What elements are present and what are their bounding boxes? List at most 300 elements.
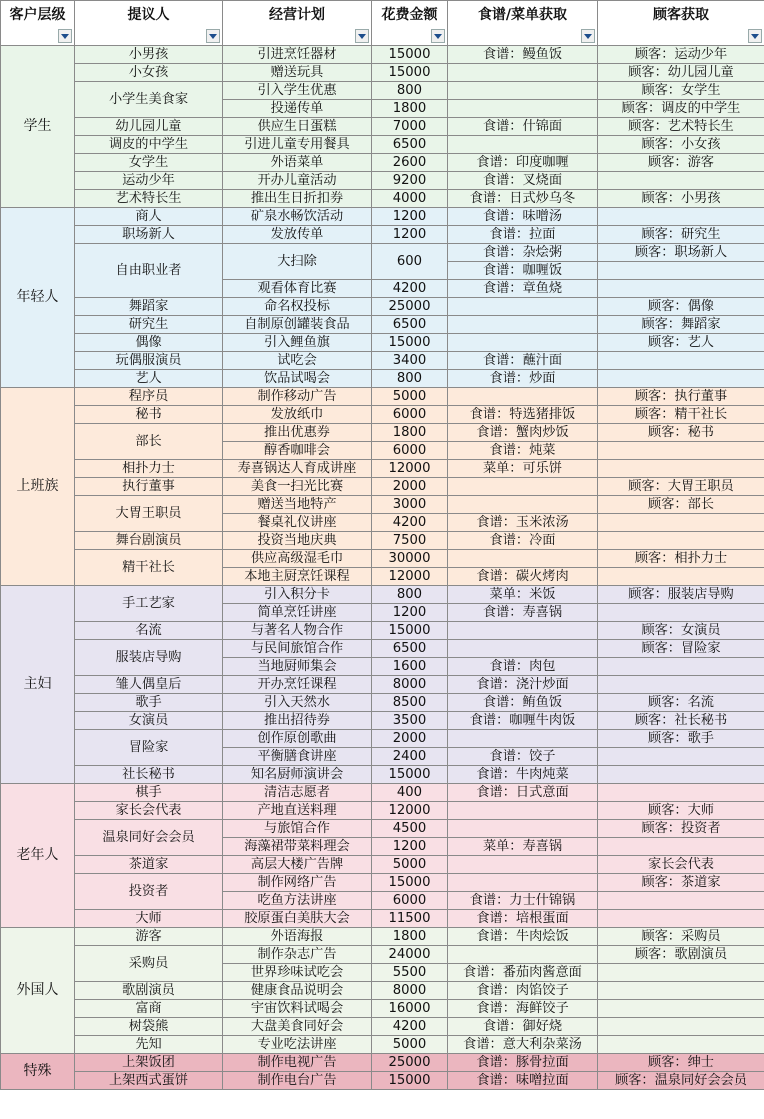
customer-cell[interactable]: 顾客：女学生 — [598, 82, 764, 100]
proposer-cell[interactable]: 相扑力士 — [75, 460, 223, 478]
table-row — [1, 1072, 764, 1090]
proposer-cell[interactable]: 部长 — [75, 424, 223, 460]
customer-cell[interactable] — [598, 370, 764, 388]
proposer-cell[interactable]: 调皮的中学生 — [75, 136, 223, 154]
recipe-cell[interactable]: 食谱：拉面 — [448, 226, 598, 244]
plan-cell[interactable]: 制作网络广告 — [223, 874, 372, 892]
proposer-cell[interactable]: 冒险家 — [75, 730, 223, 766]
plan-cell[interactable]: 当地厨师集会 — [223, 658, 372, 676]
cost-cell[interactable]: 1800 — [372, 424, 448, 442]
recipe-cell[interactable] — [448, 82, 598, 100]
plan-cell[interactable]: 发放传单 — [223, 226, 372, 244]
cost-cell[interactable]: 11500 — [372, 910, 448, 928]
customer-cell[interactable] — [598, 1000, 764, 1018]
proposer-cell[interactable]: 大师 — [75, 910, 223, 928]
cost-cell[interactable]: 16000 — [372, 1000, 448, 1018]
proposer-cell[interactable]: 富商 — [75, 1000, 223, 1018]
customer-cell[interactable]: 顾客：歌剧演员 — [598, 946, 764, 964]
filter-dropdown-icon[interactable] — [431, 29, 445, 43]
proposer-cell[interactable]: 采购员 — [75, 946, 223, 982]
proposer-cell[interactable]: 偶像 — [75, 334, 223, 352]
plan-cell[interactable]: 美食一扫光比赛 — [223, 478, 372, 496]
recipe-cell[interactable] — [448, 730, 598, 748]
proposer-cell[interactable]: 小女孩 — [75, 64, 223, 82]
customer-cell[interactable]: 顾客：相扑力士 — [598, 550, 764, 568]
proposer-cell[interactable]: 手工艺家 — [75, 586, 223, 622]
proposer-cell[interactable]: 运动少年 — [75, 172, 223, 190]
recipe-cell[interactable]: 食谱：豚骨拉面 — [448, 1054, 598, 1072]
plan-cell[interactable]: 供应高级湿毛巾 — [223, 550, 372, 568]
cost-cell[interactable]: 8500 — [372, 694, 448, 712]
cost-cell[interactable]: 6000 — [372, 406, 448, 424]
cost-cell[interactable]: 25000 — [372, 1054, 448, 1072]
plan-cell[interactable]: 海藻裙带菜料理会 — [223, 838, 372, 856]
plan-cell[interactable]: 引入鲤鱼旗 — [223, 334, 372, 352]
customer-cell[interactable] — [598, 172, 764, 190]
tier-cell[interactable]: 外国人 — [1, 928, 75, 1054]
customer-cell[interactable] — [598, 280, 764, 298]
customer-cell[interactable]: 顾客：部长 — [598, 496, 764, 514]
recipe-cell[interactable]: 食谱：牛肉炖菜 — [448, 766, 598, 784]
plan-cell[interactable]: 简单烹饪讲座 — [223, 604, 372, 622]
recipe-cell[interactable]: 食谱：咖喱牛肉饭 — [448, 712, 598, 730]
customer-cell[interactable]: 顾客：采购员 — [598, 928, 764, 946]
cost-cell[interactable]: 600 — [372, 244, 448, 280]
recipe-cell[interactable]: 食谱：日式意面 — [448, 784, 598, 802]
filter-dropdown-icon[interactable] — [58, 29, 72, 43]
plan-cell[interactable]: 制作移动广告 — [223, 388, 372, 406]
plan-cell[interactable]: 引进儿童专用餐具 — [223, 136, 372, 154]
recipe-cell[interactable] — [448, 550, 598, 568]
proposer-cell[interactable]: 舞台剧演员 — [75, 532, 223, 550]
proposer-cell[interactable]: 小学生美食家 — [75, 82, 223, 118]
customer-cell[interactable]: 顾客：小男孩 — [598, 190, 764, 208]
cost-cell[interactable]: 7500 — [372, 532, 448, 550]
plan-cell[interactable]: 推出生日折扣券 — [223, 190, 372, 208]
plan-cell[interactable]: 产地直送料理 — [223, 802, 372, 820]
proposer-cell[interactable]: 女演员 — [75, 712, 223, 730]
customer-cell[interactable] — [598, 748, 764, 766]
recipe-cell[interactable]: 食谱：炒面 — [448, 370, 598, 388]
recipe-cell[interactable]: 食谱：寿喜锅 — [448, 604, 598, 622]
plan-cell[interactable]: 平衡膳食讲座 — [223, 748, 372, 766]
cost-cell[interactable]: 6000 — [372, 442, 448, 460]
cost-cell[interactable]: 1200 — [372, 604, 448, 622]
recipe-cell[interactable]: 食谱：鲔鱼饭 — [448, 694, 598, 712]
plan-cell[interactable]: 开办儿童活动 — [223, 172, 372, 190]
customer-cell[interactable] — [598, 460, 764, 478]
plan-cell[interactable]: 制作电视广告 — [223, 1054, 372, 1072]
filter-dropdown-icon[interactable] — [748, 29, 762, 43]
proposer-cell[interactable]: 歌手 — [75, 694, 223, 712]
customer-cell[interactable]: 顾客：艺人 — [598, 334, 764, 352]
recipe-cell[interactable]: 食谱：叉烧面 — [448, 172, 598, 190]
recipe-cell[interactable]: 食谱：冷面 — [448, 532, 598, 550]
plan-cell[interactable]: 引入天然水 — [223, 694, 372, 712]
cost-cell[interactable]: 3000 — [372, 496, 448, 514]
recipe-cell[interactable] — [448, 478, 598, 496]
proposer-cell[interactable]: 艺术特长生 — [75, 190, 223, 208]
recipe-cell[interactable]: 食谱：章鱼烧 — [448, 280, 598, 298]
plan-cell[interactable]: 投递传单 — [223, 100, 372, 118]
customer-cell[interactable]: 顾客：职场新人 — [598, 244, 764, 262]
recipe-cell[interactable]: 菜单：寿喜锅 — [448, 838, 598, 856]
cost-cell[interactable]: 800 — [372, 586, 448, 604]
recipe-cell[interactable]: 食谱：培根蛋面 — [448, 910, 598, 928]
proposer-cell[interactable]: 精干社长 — [75, 550, 223, 586]
recipe-cell[interactable] — [448, 946, 598, 964]
table-body — [1, 46, 764, 1090]
plan-cell[interactable]: 大扫除 — [223, 244, 372, 280]
proposer-cell[interactable]: 投资者 — [75, 874, 223, 910]
plan-cell[interactable]: 引入学生优惠 — [223, 82, 372, 100]
filter-dropdown-icon[interactable] — [581, 29, 595, 43]
plan-cell[interactable]: 推出招待券 — [223, 712, 372, 730]
table-row — [1, 424, 764, 442]
table-row — [1, 856, 764, 874]
cost-cell[interactable]: 30000 — [372, 550, 448, 568]
customer-cell[interactable] — [598, 568, 764, 586]
cost-cell[interactable]: 4500 — [372, 820, 448, 838]
plan-cell[interactable]: 世界珍味试吃会 — [223, 964, 372, 982]
recipe-cell[interactable] — [448, 874, 598, 892]
cost-cell[interactable]: 6500 — [372, 136, 448, 154]
customer-cell[interactable] — [598, 784, 764, 802]
customer-cell[interactable]: 顾客：歌手 — [598, 730, 764, 748]
recipe-cell[interactable] — [448, 622, 598, 640]
cost-cell[interactable]: 8000 — [372, 676, 448, 694]
customer-cell[interactable] — [598, 352, 764, 370]
plan-cell[interactable]: 醇香咖啡会 — [223, 442, 372, 460]
proposer-cell[interactable]: 游客 — [75, 928, 223, 946]
cost-cell[interactable]: 24000 — [372, 946, 448, 964]
recipe-cell[interactable] — [448, 136, 598, 154]
cost-cell[interactable]: 5000 — [372, 1036, 448, 1054]
customer-cell[interactable]: 顾客：研究生 — [598, 226, 764, 244]
customer-cell[interactable] — [598, 964, 764, 982]
table-row — [1, 154, 764, 172]
cost-cell[interactable]: 9200 — [372, 172, 448, 190]
proposer-cell[interactable]: 艺人 — [75, 370, 223, 388]
cost-cell[interactable]: 12000 — [372, 802, 448, 820]
cost-cell[interactable]: 4000 — [372, 190, 448, 208]
plan-cell[interactable]: 清洁志愿者 — [223, 784, 372, 802]
plan-cell[interactable]: 外语海报 — [223, 928, 372, 946]
plan-cell[interactable]: 开办烹饪课程 — [223, 676, 372, 694]
recipe-cell[interactable]: 食谱：什锦面 — [448, 118, 598, 136]
cost-cell[interactable]: 1800 — [372, 928, 448, 946]
filter-dropdown-icon[interactable] — [355, 29, 369, 43]
customer-cell[interactable]: 顾客：舞蹈家 — [598, 316, 764, 334]
customer-cell[interactable]: 顾客：冒险家 — [598, 640, 764, 658]
cost-cell[interactable]: 15000 — [372, 46, 448, 64]
table-row — [1, 874, 764, 892]
cost-cell[interactable]: 5500 — [372, 964, 448, 982]
plan-cell[interactable]: 知名厨师演讲会 — [223, 766, 372, 784]
plan-cell[interactable]: 本地主厨烹饪课程 — [223, 568, 372, 586]
recipe-cell[interactable]: 食谱：御好烧 — [448, 1018, 598, 1036]
proposer-cell[interactable]: 家长会代表 — [75, 802, 223, 820]
cost-cell[interactable]: 12000 — [372, 460, 448, 478]
cost-cell[interactable]: 15000 — [372, 334, 448, 352]
recipe-cell[interactable]: 食谱：日式炒乌冬 — [448, 190, 598, 208]
cost-cell[interactable]: 4200 — [372, 1018, 448, 1036]
plan-cell[interactable]: 胶原蛋白美肤大会 — [223, 910, 372, 928]
customer-cell[interactable] — [598, 208, 764, 226]
customer-cell[interactable]: 顾客：偶像 — [598, 298, 764, 316]
tier-cell[interactable]: 老年人 — [1, 784, 75, 928]
proposer-cell[interactable]: 名流 — [75, 622, 223, 640]
plan-cell[interactable]: 制作电台广告 — [223, 1072, 372, 1090]
customer-cell[interactable]: 顾客：小女孩 — [598, 136, 764, 154]
plan-cell[interactable]: 大盘美食同好会 — [223, 1018, 372, 1036]
recipe-cell[interactable]: 食谱：鳗鱼饭 — [448, 46, 598, 64]
recipe-cell[interactable]: 食谱：蟹肉炒饭 — [448, 424, 598, 442]
recipe-cell[interactable]: 食谱：印度咖喱 — [448, 154, 598, 172]
customer-cell[interactable] — [598, 604, 764, 622]
proposer-cell[interactable]: 女学生 — [75, 154, 223, 172]
proposer-cell[interactable]: 自由职业者 — [75, 244, 223, 298]
customer-cell[interactable]: 顾客：名流 — [598, 694, 764, 712]
recipe-cell[interactable]: 食谱：肉馅饺子 — [448, 982, 598, 1000]
proposer-cell[interactable]: 小男孩 — [75, 46, 223, 64]
plan-cell[interactable]: 投资当地庆典 — [223, 532, 372, 550]
recipe-cell[interactable]: 菜单：可乐饼 — [448, 460, 598, 478]
recipe-cell[interactable]: 食谱：杂烩粥 — [448, 244, 598, 262]
proposer-cell[interactable]: 棋手 — [75, 784, 223, 802]
customer-cell[interactable]: 顾客：大师 — [598, 802, 764, 820]
cost-cell[interactable]: 1200 — [372, 838, 448, 856]
recipe-cell[interactable] — [448, 802, 598, 820]
recipe-cell[interactable]: 食谱：蘸汁面 — [448, 352, 598, 370]
recipe-cell[interactable]: 食谱：咖喱饭 — [448, 262, 598, 280]
plan-cell[interactable]: 引进烹饪器材 — [223, 46, 372, 64]
customer-cell[interactable]: 顾客：大胃王职员 — [598, 478, 764, 496]
customer-cell[interactable]: 顾客：执行董事 — [598, 388, 764, 406]
tier-cell[interactable]: 上班族 — [1, 388, 75, 586]
customer-cell[interactable] — [598, 442, 764, 460]
customer-cell[interactable]: 顾客：幼儿园儿童 — [598, 64, 764, 82]
cost-cell[interactable]: 4200 — [372, 514, 448, 532]
customer-cell[interactable]: 顾客：茶道家 — [598, 874, 764, 892]
proposer-cell[interactable]: 职场新人 — [75, 226, 223, 244]
customer-cell[interactable]: 顾客：绅士 — [598, 1054, 764, 1072]
cost-cell[interactable]: 2000 — [372, 730, 448, 748]
cost-cell[interactable]: 2400 — [372, 748, 448, 766]
cost-cell[interactable]: 8000 — [372, 982, 448, 1000]
cost-cell[interactable]: 15000 — [372, 1072, 448, 1090]
customer-cell[interactable]: 顾客：服装店导购 — [598, 586, 764, 604]
proposer-cell[interactable]: 上架西式蛋饼 — [75, 1072, 223, 1090]
customer-cell[interactable]: 顾客：调皮的中学生 — [598, 100, 764, 118]
customer-cell[interactable]: 顾客：女演员 — [598, 622, 764, 640]
proposer-cell[interactable]: 树袋熊 — [75, 1018, 223, 1036]
proposer-cell[interactable]: 大胃王职员 — [75, 496, 223, 532]
plan-cell[interactable]: 外语菜单 — [223, 154, 372, 172]
plan-cell[interactable]: 饮品试喝会 — [223, 370, 372, 388]
cost-cell[interactable]: 1800 — [372, 100, 448, 118]
customer-cell[interactable]: 家长会代表 — [598, 856, 764, 874]
table-row — [1, 946, 764, 964]
recipe-cell[interactable]: 食谱：意大利杂菜汤 — [448, 1036, 598, 1054]
cost-cell[interactable]: 3400 — [372, 352, 448, 370]
recipe-cell[interactable]: 菜单：米饭 — [448, 586, 598, 604]
plan-cell[interactable]: 餐桌礼仪讲座 — [223, 514, 372, 532]
proposer-cell[interactable]: 社长秘书 — [75, 766, 223, 784]
plan-cell[interactable]: 与民间旅馆合作 — [223, 640, 372, 658]
customer-cell[interactable] — [598, 910, 764, 928]
customer-cell[interactable]: 顾客：社长秘书 — [598, 712, 764, 730]
cost-cell[interactable]: 1200 — [372, 226, 448, 244]
proposer-cell[interactable]: 温泉同好会会员 — [75, 820, 223, 856]
customer-cell[interactable]: 顾客：投资者 — [598, 820, 764, 838]
proposer-cell[interactable]: 先知 — [75, 1036, 223, 1054]
recipe-cell[interactable] — [448, 334, 598, 352]
cost-cell[interactable]: 2000 — [372, 478, 448, 496]
customer-cell[interactable]: 顾客：游客 — [598, 154, 764, 172]
cost-cell[interactable]: 15000 — [372, 874, 448, 892]
customer-cell[interactable]: 顾客：温泉同好会会员 — [598, 1072, 764, 1090]
cost-cell[interactable]: 1600 — [372, 658, 448, 676]
cost-cell[interactable]: 6500 — [372, 316, 448, 334]
plan-cell[interactable]: 创作原创歌曲 — [223, 730, 372, 748]
cost-cell[interactable]: 2600 — [372, 154, 448, 172]
proposer-cell[interactable]: 玩偶服演员 — [75, 352, 223, 370]
recipe-cell[interactable] — [448, 388, 598, 406]
plan-cell[interactable]: 推出优惠券 — [223, 424, 372, 442]
recipe-cell[interactable] — [448, 100, 598, 118]
table-row — [1, 676, 764, 694]
customer-cell[interactable] — [598, 658, 764, 676]
customer-cell[interactable]: 顾客：秘书 — [598, 424, 764, 442]
customer-cell[interactable] — [598, 892, 764, 910]
recipe-cell[interactable]: 食谱：特选猪排饭 — [448, 406, 598, 424]
recipe-cell[interactable] — [448, 496, 598, 514]
proposer-cell[interactable]: 歌剧演员 — [75, 982, 223, 1000]
proposer-cell[interactable]: 雏人偶皇后 — [75, 676, 223, 694]
cost-cell[interactable]: 15000 — [372, 766, 448, 784]
tier-cell[interactable]: 特殊 — [1, 1054, 75, 1090]
proposer-cell[interactable]: 幼儿园儿童 — [75, 118, 223, 136]
plan-cell[interactable]: 命名权投标 — [223, 298, 372, 316]
recipe-cell[interactable]: 食谱：碳火烤肉 — [448, 568, 598, 586]
cost-cell[interactable]: 800 — [372, 82, 448, 100]
cost-cell[interactable]: 15000 — [372, 64, 448, 82]
plan-cell[interactable]: 试吃会 — [223, 352, 372, 370]
recipe-cell[interactable] — [448, 298, 598, 316]
cost-cell[interactable]: 25000 — [372, 298, 448, 316]
cost-cell[interactable]: 800 — [372, 370, 448, 388]
proposer-cell[interactable]: 秘书 — [75, 406, 223, 424]
customer-cell[interactable] — [598, 262, 764, 280]
plan-cell[interactable]: 供应生日蛋糕 — [223, 118, 372, 136]
customer-cell[interactable] — [598, 1036, 764, 1054]
plan-cell[interactable]: 健康食品说明会 — [223, 982, 372, 1000]
recipe-cell[interactable]: 食谱：炖菜 — [448, 442, 598, 460]
plan-cell[interactable]: 矿泉水畅饮活动 — [223, 208, 372, 226]
proposer-cell[interactable]: 茶道家 — [75, 856, 223, 874]
customer-cell[interactable]: 顾客：精干社长 — [598, 406, 764, 424]
customer-cell[interactable] — [598, 514, 764, 532]
cost-cell[interactable]: 6000 — [372, 892, 448, 910]
plan-cell[interactable]: 吃鱼方法讲座 — [223, 892, 372, 910]
proposer-cell[interactable]: 上架饭团 — [75, 1054, 223, 1072]
plan-cell[interactable]: 与著名人物合作 — [223, 622, 372, 640]
recipe-cell[interactable] — [448, 820, 598, 838]
cost-cell[interactable]: 400 — [372, 784, 448, 802]
plan-cell[interactable]: 专业吃法讲座 — [223, 1036, 372, 1054]
customer-cell[interactable] — [598, 676, 764, 694]
plan-cell[interactable]: 宇宙饮料试喝会 — [223, 1000, 372, 1018]
recipe-cell[interactable] — [448, 856, 598, 874]
plan-cell[interactable]: 高层大楼广告牌 — [223, 856, 372, 874]
recipe-cell[interactable]: 食谱：力士什锦锅 — [448, 892, 598, 910]
proposer-cell[interactable]: 商人 — [75, 208, 223, 226]
recipe-cell[interactable]: 食谱：饺子 — [448, 748, 598, 766]
proposer-cell[interactable]: 执行董事 — [75, 478, 223, 496]
proposer-cell[interactable]: 舞蹈家 — [75, 298, 223, 316]
cost-cell[interactable]: 1200 — [372, 208, 448, 226]
recipe-cell[interactable]: 食谱：玉米浓汤 — [448, 514, 598, 532]
recipe-cell[interactable] — [448, 640, 598, 658]
table-row — [1, 586, 764, 604]
col-header-cost: 花费金额 — [372, 1, 448, 46]
recipe-cell[interactable]: 食谱：番茄肉酱意面 — [448, 964, 598, 982]
proposer-cell[interactable]: 服装店导购 — [75, 640, 223, 676]
plan-cell[interactable]: 发放纸巾 — [223, 406, 372, 424]
customer-cell[interactable]: 顾客：运动少年 — [598, 46, 764, 64]
cost-cell[interactable]: 15000 — [372, 622, 448, 640]
customer-cell[interactable] — [598, 1018, 764, 1036]
plan-cell[interactable]: 引入积分卡 — [223, 586, 372, 604]
plan-cell[interactable]: 观看体育比赛 — [223, 280, 372, 298]
cost-cell[interactable]: 7000 — [372, 118, 448, 136]
cost-cell[interactable]: 12000 — [372, 568, 448, 586]
cost-cell[interactable]: 6500 — [372, 640, 448, 658]
plan-cell[interactable]: 寿喜锅达人育成讲座 — [223, 460, 372, 478]
customer-cell[interactable] — [598, 532, 764, 550]
recipe-cell[interactable]: 食谱：味噌拉面 — [448, 1072, 598, 1090]
recipe-cell[interactable]: 食谱：海鲜饺子 — [448, 1000, 598, 1018]
plan-cell[interactable]: 与旅馆合作 — [223, 820, 372, 838]
cost-cell[interactable]: 5000 — [372, 388, 448, 406]
plan-cell[interactable]: 赠送玩具 — [223, 64, 372, 82]
customer-cell[interactable]: 顾客：艺术特长生 — [598, 118, 764, 136]
tier-cell[interactable]: 年轻人 — [1, 208, 75, 388]
cost-cell[interactable]: 4200 — [372, 280, 448, 298]
recipe-cell[interactable]: 食谱：肉包 — [448, 658, 598, 676]
col-header-plan: 经营计划 — [223, 1, 372, 46]
tier-cell[interactable]: 学生 — [1, 46, 75, 208]
filter-dropdown-icon[interactable] — [206, 29, 220, 43]
recipe-cell[interactable]: 食谱：味噌汤 — [448, 208, 598, 226]
cost-cell[interactable]: 3500 — [372, 712, 448, 730]
tier-cell[interactable]: 主妇 — [1, 586, 75, 784]
plan-cell[interactable]: 自制原创罐装食品 — [223, 316, 372, 334]
proposer-cell[interactable]: 程序员 — [75, 388, 223, 406]
customer-cell[interactable] — [598, 982, 764, 1000]
customer-cell[interactable] — [598, 766, 764, 784]
plan-cell[interactable]: 赠送当地特产 — [223, 496, 372, 514]
proposer-cell[interactable]: 研究生 — [75, 316, 223, 334]
recipe-cell[interactable] — [448, 316, 598, 334]
plan-cell[interactable]: 制作杂志广告 — [223, 946, 372, 964]
recipe-cell[interactable]: 食谱：浇汁炒面 — [448, 676, 598, 694]
customer-cell[interactable] — [598, 838, 764, 856]
recipe-cell[interactable] — [448, 64, 598, 82]
recipe-cell[interactable]: 食谱：牛肉烩饭 — [448, 928, 598, 946]
cost-cell[interactable]: 5000 — [372, 856, 448, 874]
